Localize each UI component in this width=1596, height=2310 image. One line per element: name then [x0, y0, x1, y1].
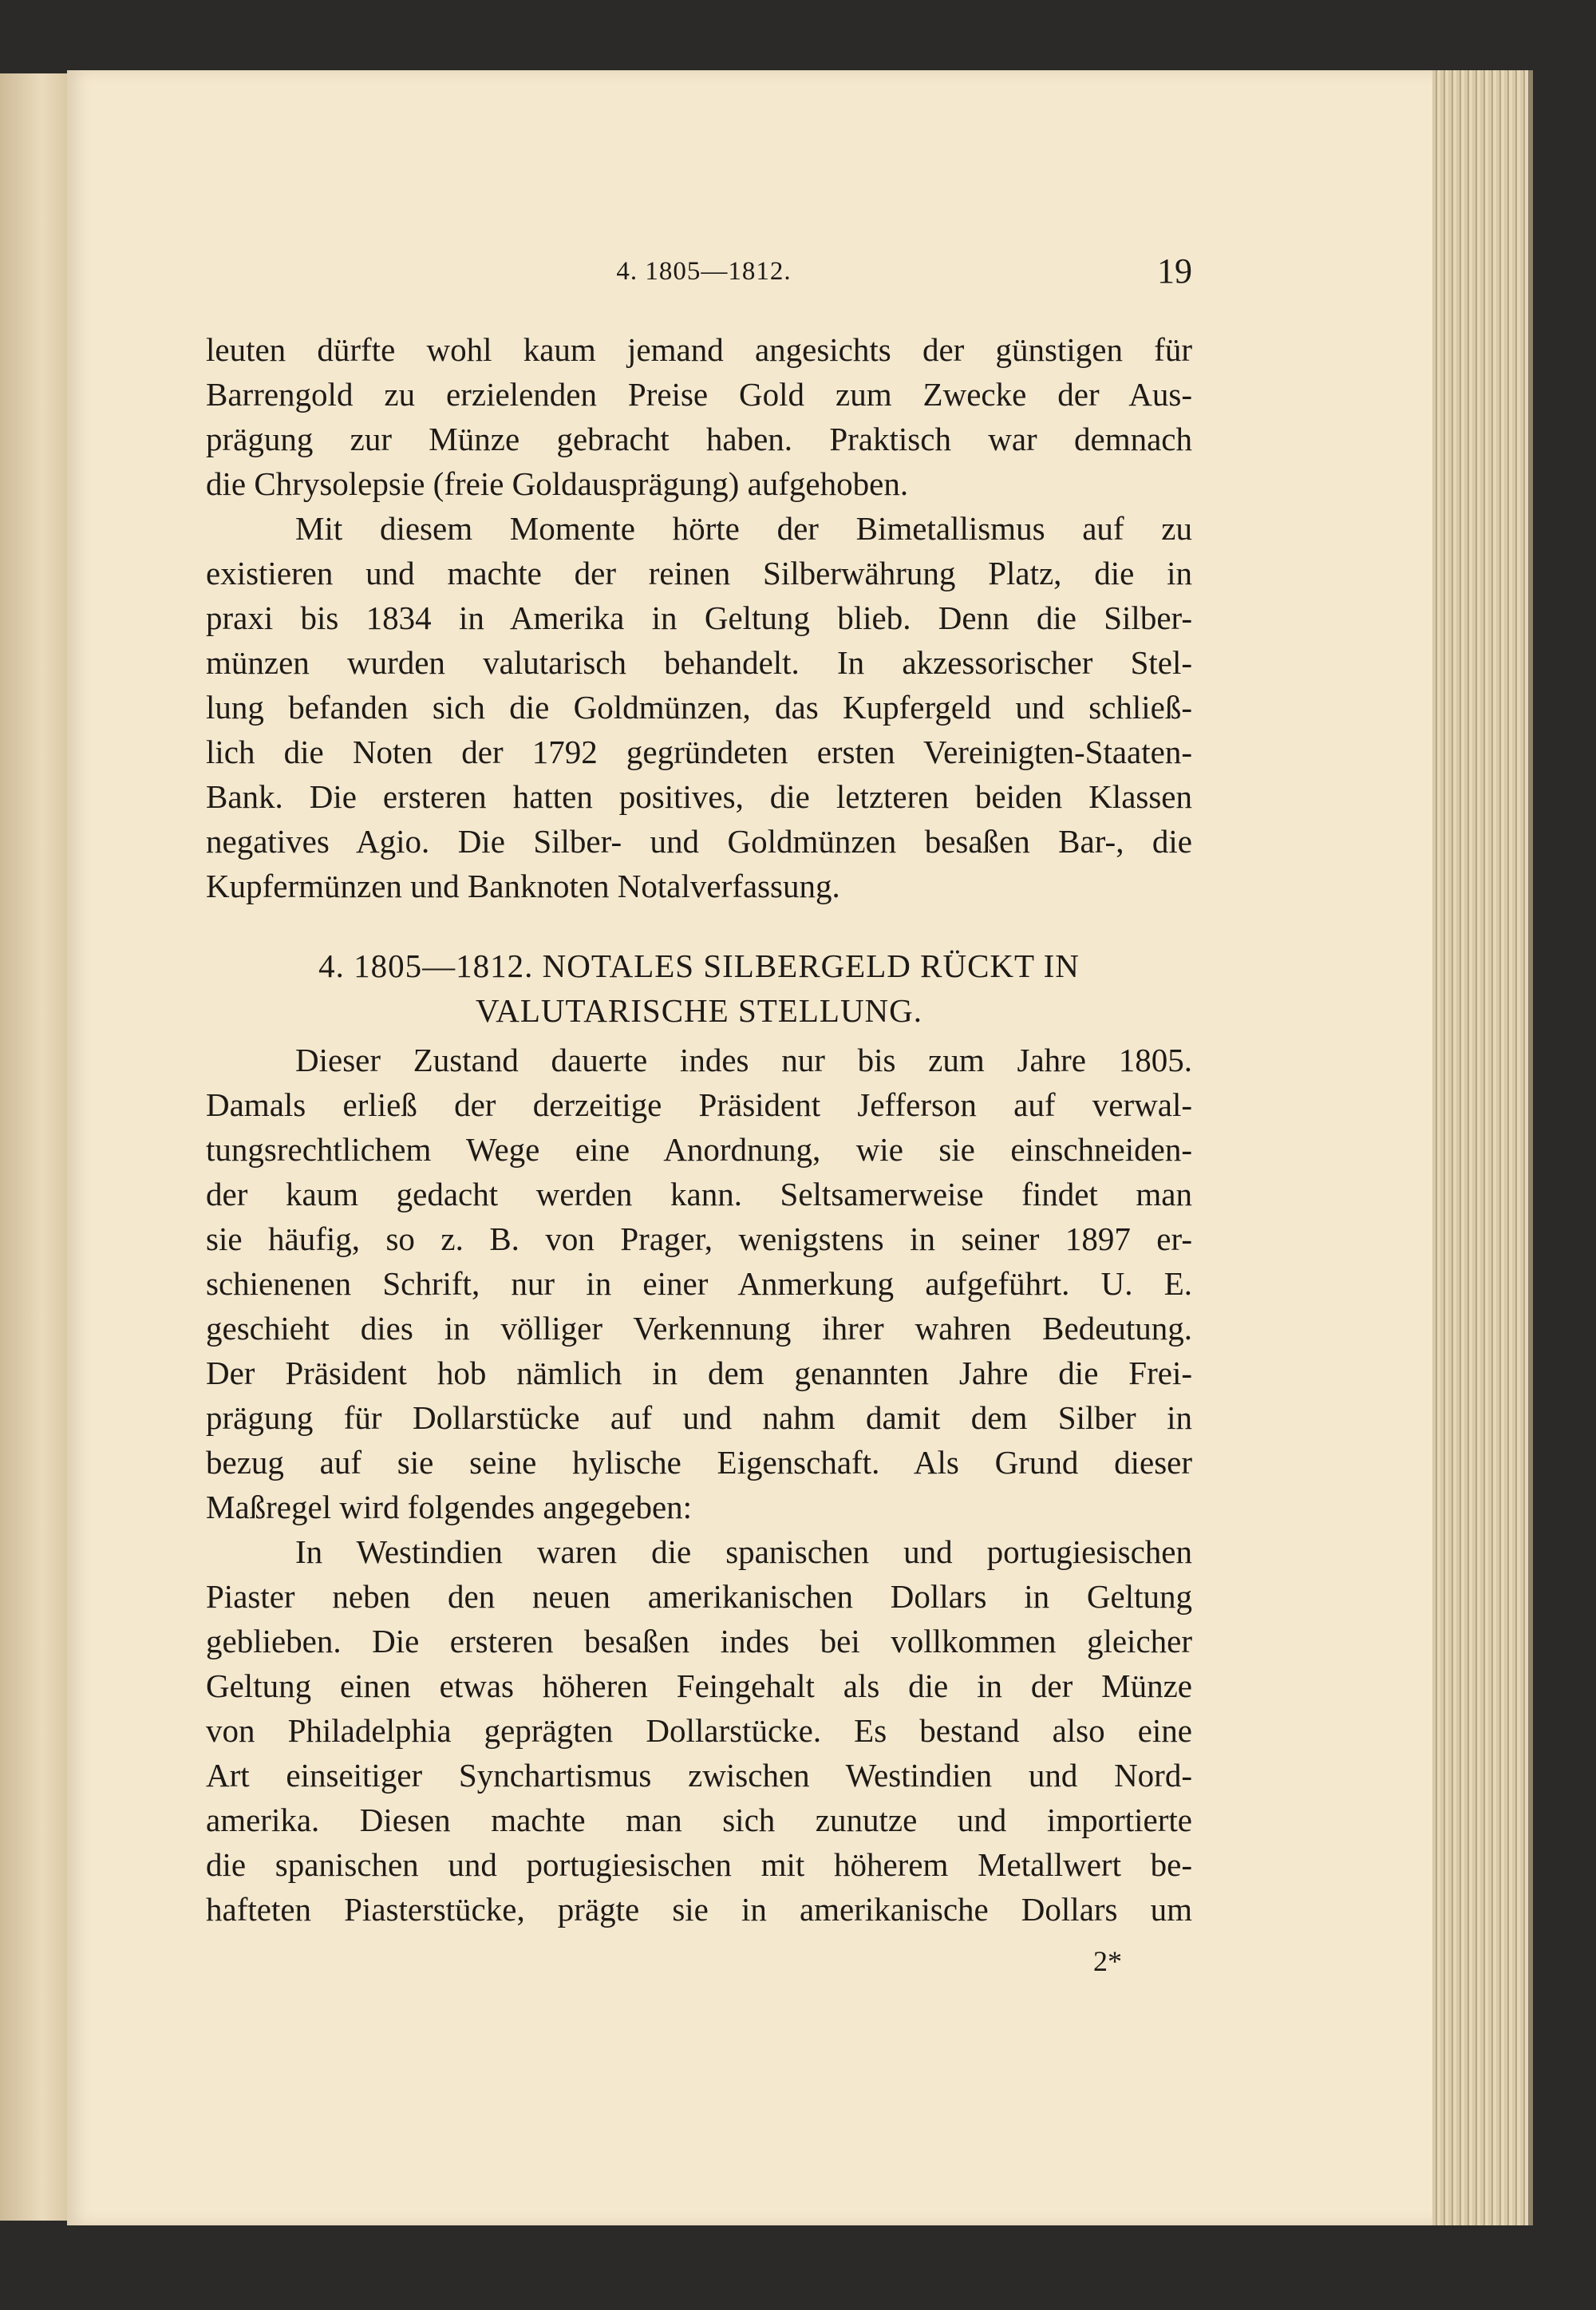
text-line: lich die Noten der 1792 gegründeten ersten Vereinigten-Staaten-	[206, 734, 1192, 770]
text-line: tungsrechtlichem Wege eine Anordnung, wie sie einschneiden-	[206, 1131, 1192, 1168]
text-line: geblieben. Die ersteren besaßen indes bei vollkommen gleicher	[206, 1623, 1192, 1659]
text-line: Kupfermünzen und Banknoten Notalverfassung.	[206, 868, 840, 904]
text-line: von Philadelphia geprägten Dollarstücke. Es bestand also eine	[206, 1712, 1192, 1749]
text-line: Der Präsident hob nämlich in dem genannten Jahre die Frei-	[206, 1355, 1192, 1391]
text-line: Geltung einen etwas höheren Feingehalt als die in der Münze	[206, 1667, 1192, 1704]
text-line: der kaum gedacht werden kann. Seltsamerweise findet man	[206, 1176, 1192, 1212]
text-line: die spanischen und portugiesischen mit höherem Metallwert be-	[206, 1846, 1192, 1883]
text-line: geschieht dies in völliger Verkennung ihrer wahren Bedeutung.	[206, 1310, 1192, 1347]
text-line: negatives Agio. Die Silber- und Goldmünzen besaßen Bar-, die	[206, 823, 1192, 860]
text-line: prägung zur Münze gebracht haben. Praktisch war demnach	[206, 421, 1192, 457]
text-line: lung befanden sich die Goldmünzen, das Kupfergeld und schließ-	[206, 689, 1192, 726]
page-stack-edges	[1432, 70, 1533, 2225]
signature-mark: 2*	[1093, 1945, 1122, 1977]
text-line: In Westindien waren die spanischen und portugiesischen	[295, 1533, 1192, 1570]
text-line: existieren und machte der reinen Silberwährung Platz, die in	[206, 555, 1192, 591]
text-line: hafteten Piasterstücke, prägte sie in amerikanische Dollars um	[206, 1891, 1192, 1928]
text-line: Barrengold zu erzielenden Preise Gold zum Zwecke der Aus-	[206, 376, 1192, 413]
text-line: münzen wurden valutarisch behandelt. In akzessorischer Stel-	[206, 644, 1192, 681]
text-line: sie häufig, so z. B. von Prager, wenigstens in seiner 1897 er-	[206, 1220, 1192, 1257]
running-title: 4. 1805—1812.	[616, 257, 792, 286]
text-line: leuten dürfte wohl kaum jemand angesichts der günstigen für	[206, 331, 1192, 368]
text-line: Piaster neben den neuen amerikanischen Dollars in Geltung	[206, 1578, 1192, 1615]
text-line: prägung für Dollarstücke auf und nahm damit dem Silber in	[206, 1399, 1192, 1436]
text-line: Art einseitiger Synchartismus zwischen Westindien und Nord-	[206, 1757, 1192, 1794]
section-heading: 4. 1805—1812. NOTALES SILBERGELD RÜCKT IN	[318, 947, 1080, 984]
text-line: bezug auf sie seine hylische Eigenschaft. Als Grund dieser	[206, 1444, 1192, 1481]
text-line: Mit diesem Momente hörte der Bimetallismus auf zu	[295, 510, 1192, 547]
text-line: Bank. Die ersteren hatten positives, die letzteren beiden Klassen	[206, 778, 1192, 815]
text-line: die Chrysolepsie (freie Goldausprägung) aufgehoben.	[206, 465, 909, 502]
previous-page-edge	[0, 73, 70, 2221]
text-line: praxi bis 1834 in Amerika in Geltung blieb. Denn die Silber-	[206, 599, 1192, 636]
text-line: Damals erließ der derzeitige Präsident Jefferson auf verwal-	[206, 1086, 1192, 1123]
text-line: schienenen Schrift, nur in einer Anmerkung aufgeführt. U. E.	[206, 1265, 1192, 1302]
text-line: Dieser Zustand dauerte indes nur bis zum Jahre 1805.	[295, 1042, 1192, 1078]
text-line: amerika. Diesen machte man sich zunutze und importierte	[206, 1802, 1192, 1838]
page-number: 19	[1157, 251, 1192, 291]
text-line: Maßregel wird folgendes angegeben:	[206, 1489, 693, 1525]
section-heading: VALUTARISCHE STELLUNG.	[475, 992, 923, 1029]
